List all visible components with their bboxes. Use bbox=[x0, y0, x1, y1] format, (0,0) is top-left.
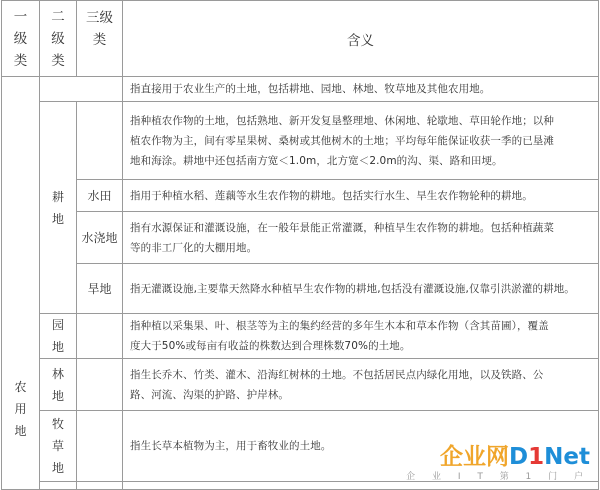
gengdi-row bbox=[2, 102, 599, 180]
handi-desc: 指无灌溉设施,主要靠天然降水种植旱生农作物的耕地,包括没有灌溉设施,仅靠引洪淤灌的耕地。 bbox=[123, 264, 599, 314]
handi-row bbox=[2, 264, 599, 314]
intro-blank bbox=[40, 77, 123, 102]
trailing-blank-3 bbox=[77, 482, 123, 490]
watermark-subtitle: 企 业 I T 第 1 门 户 bbox=[406, 472, 590, 482]
level1-nongyongdi: 农 用 地 bbox=[2, 77, 40, 490]
trailing-blank-2 bbox=[40, 482, 77, 490]
level2-mucaodi: 牧 草 地 bbox=[40, 411, 77, 482]
gengdi-blank bbox=[77, 102, 123, 180]
gengdi-desc: 指种植农作物的土地，包括熟地、新开发复垦整理地、休闲地、轮歇地、草田轮作地；以种 植农作物为主，间有零星果树、桑树或其他树木的土地；平均每年能保证收获一季的已垦滩 地和海涂。耕地中还包括南方宽＜1.0m，北方宽＜2.0m的沟、渠、路和田埂。 bbox=[123, 102, 599, 180]
header-level1: 一 级 类 bbox=[2, 1, 40, 77]
intro-row bbox=[2, 77, 599, 102]
watermark-cn: 企业网 bbox=[440, 444, 510, 470]
land-classification-table bbox=[1, 0, 599, 490]
yuandi-blank bbox=[77, 314, 123, 359]
level3-handi: 旱地 bbox=[77, 264, 123, 314]
level2-yuandi: 园 地 bbox=[40, 314, 77, 359]
yuandi-row bbox=[2, 314, 599, 359]
level2-gengdi: 耕 地 bbox=[40, 102, 77, 314]
watermark-logo bbox=[406, 444, 590, 483]
header-level3: 三级 类 bbox=[77, 1, 123, 77]
level3-shuijiaodi: 水浇地 bbox=[77, 212, 123, 264]
header-row bbox=[2, 1, 599, 77]
yuandi-desc: 指种植以采集果、叶、根茎等为主的集约经营的多年生木本和草本作物（含其苗圃），覆盖 度大于50%或每亩有收益的株数达到合理株数70%的土地。 bbox=[123, 314, 599, 359]
shuijiaodi-desc: 指有水源保证和灌溉设施，在一般年景能正常灌溉，种植旱生农作物的耕地。包括种植蔬菜 等的非工厂化的大棚用地。 bbox=[123, 212, 599, 264]
shuijiaodi-row bbox=[2, 212, 599, 264]
header-level2: 二 级 类 bbox=[40, 1, 77, 77]
lindi-row bbox=[2, 359, 599, 411]
header-meaning: 含义 bbox=[123, 1, 599, 77]
lindi-blank bbox=[77, 359, 123, 411]
lindi-desc: 指生长乔木、竹类、灌木、沿海红树林的土地。不包括居民点内绿化用地，以及铁路、公 路、河流、沟渠的护路、护岸林。 bbox=[123, 359, 599, 411]
watermark-net: Net bbox=[544, 444, 590, 470]
level2-lindi: 林 地 bbox=[40, 359, 77, 411]
intro-desc: 指直接用于农业生产的土地，包括耕地、园地、林地、牧草地及其他农用地。 bbox=[123, 77, 599, 102]
mucaodi-desc: 指生长草本植物为主，用于畜牧业的土地。 bbox=[123, 411, 599, 482]
mucaodi-blank bbox=[77, 411, 123, 482]
watermark-one: 1 bbox=[528, 444, 545, 470]
watermark-d: D bbox=[509, 444, 529, 470]
shuitian-row bbox=[2, 180, 599, 212]
level3-shuitian: 水田 bbox=[77, 180, 123, 212]
shuitian-desc: 指用于种植水稻、莲藕等水生农作物的耕地。包括实行水生、旱生农作物轮种的耕地。 bbox=[123, 180, 599, 212]
